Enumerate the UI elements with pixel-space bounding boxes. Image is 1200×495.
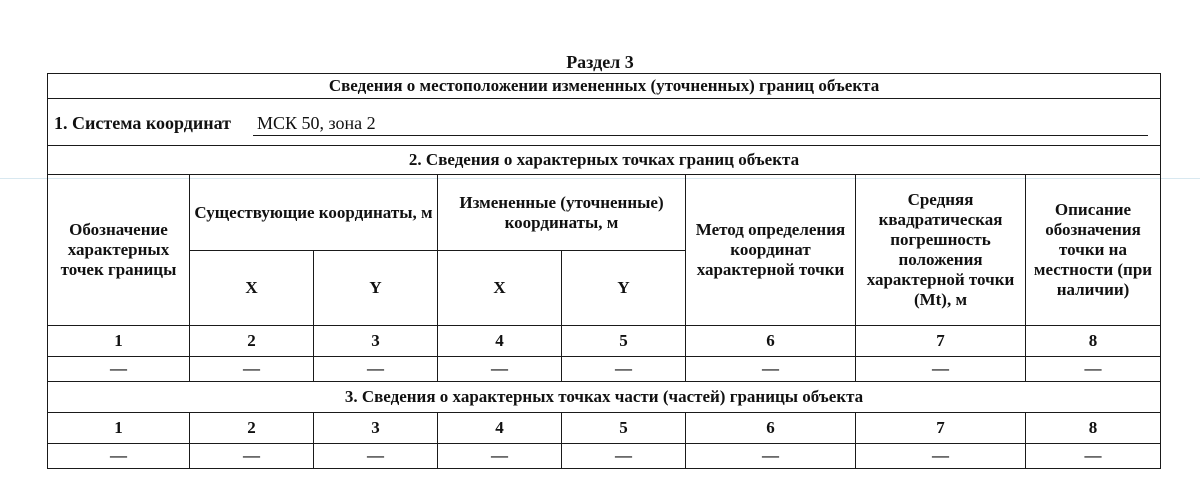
column-number: 5 [562,326,686,357]
column-number: 7 [856,413,1026,444]
header-existing-coords: Существующие координаты, м [190,175,438,251]
table-cell: — [48,357,190,382]
table-cell: — [190,357,314,382]
header-changed-y: Y [562,251,686,326]
column-number: 5 [562,413,686,444]
table-title: Сведения о местоположении измененных (уточненных) границ объекта [48,74,1161,99]
column-number: 7 [856,326,1026,357]
table-row [48,357,1161,382]
column-number: 8 [1026,326,1161,357]
part3-title: 3. Сведения о характерных точках части (частей) границы объекта [48,382,1161,413]
column-number: 1 [48,413,190,444]
header-row-1 [48,175,1161,251]
table-cell: — [562,357,686,382]
table-cell: — [190,444,314,469]
column-number: 4 [438,326,562,357]
header-designation: Обозначение характерных точек границы [48,175,190,326]
column-number: 6 [686,326,856,357]
coord-system-value: МСК 50, зона 2 [253,113,1148,136]
header-description: Описание обозначения точки на местности (при наличии) [1026,175,1161,326]
header-existing-y: Y [314,251,438,326]
table-cell: — [314,357,438,382]
table-cell: — [1026,357,1161,382]
column-number: 3 [314,326,438,357]
header-mean-error: Средняя квадратическая погрешность положения характерной точки (Mt), м [856,175,1026,326]
column-number-row [48,326,1161,357]
boundary-table [47,73,1161,469]
header-method: Метод определения координат характерной точки [686,175,856,326]
table-cell: — [314,444,438,469]
table-cell: — [686,444,856,469]
column-number: 2 [190,326,314,357]
coord-system-label: 1. Система координат [54,112,231,133]
header-existing-x: X [190,251,314,326]
part2-title: 2. Сведения о характерных точках границ объекта [48,146,1161,175]
section-title: Раздел 3 [566,52,634,72]
column-number: 6 [686,413,856,444]
column-number: 8 [1026,413,1161,444]
column-number: 4 [438,413,562,444]
table-cell: — [438,357,562,382]
column-number: 1 [48,326,190,357]
table-title-row [48,74,1161,99]
part3-column-number-row [48,413,1161,444]
table-cell: — [1026,444,1161,469]
header-changed-coords: Измененные (уточненные) координаты, м [438,175,686,251]
part2-title-row [48,146,1161,175]
coord-system-row [48,99,1161,146]
table-cell: — [856,357,1026,382]
table-cell: — [48,444,190,469]
header-changed-x: X [438,251,562,326]
table-cell: — [438,444,562,469]
column-number: 2 [190,413,314,444]
table-row [48,444,1161,469]
part3-title-row [48,382,1161,413]
column-number: 3 [314,413,438,444]
table-cell: — [686,357,856,382]
table-cell: — [562,444,686,469]
table-cell: — [856,444,1026,469]
